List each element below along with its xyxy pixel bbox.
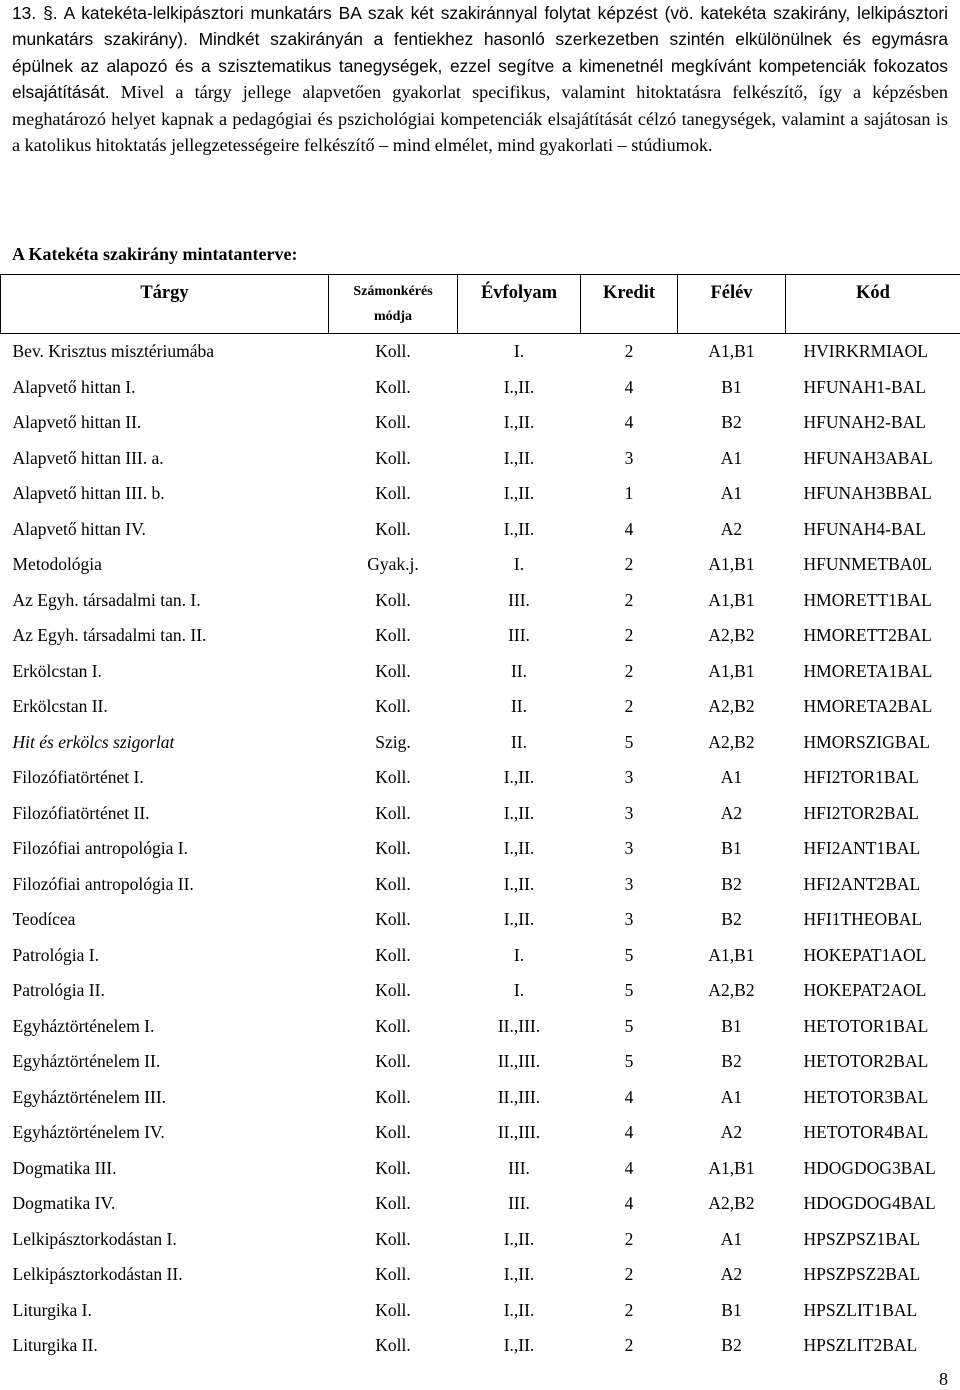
credit-cell: 1 (624, 483, 634, 504)
table-row (1, 583, 960, 619)
semester-cell: B2 (721, 412, 742, 433)
course-name-cell: Egyháztörténelem II. (12, 1051, 161, 1072)
course-code-cell: HFUNAH3ABAL (803, 447, 933, 468)
course-code-cell: HOKEPAT2AOL (803, 980, 927, 1001)
year-cell: I. (513, 980, 525, 1001)
course-code-cell: HETOTOR4BAL (803, 1122, 929, 1143)
year-cell: I.,II. (503, 483, 535, 504)
table-row (1, 1186, 960, 1222)
assessment-type-cell: Koll. (375, 1264, 411, 1285)
course-code-cell: HFUNMETBA0L (803, 554, 932, 575)
table-row (1, 370, 960, 406)
assessment-type-cell: Koll. (375, 1335, 411, 1356)
table-row (1, 334, 960, 370)
course-code-cell: HPSZPSZ2BAL (803, 1264, 921, 1285)
credit-cell: 2 (624, 341, 634, 362)
intro-paragraph (12, 0, 948, 158)
course-code-cell: HPSZPSZ1BAL (803, 1228, 921, 1249)
course-name-cell: Dogmatika IV. (12, 1193, 116, 1214)
assessment-type-cell: Koll. (375, 483, 411, 504)
semester-cell: A2 (720, 802, 743, 823)
table-row (1, 1044, 960, 1080)
semester-cell: A1,B1 (708, 660, 755, 681)
course-name-cell: Filozófiatörténet I. (12, 767, 144, 788)
course-code-cell: HDOGDOG3BAL (803, 1157, 936, 1178)
course-code-cell: HFI2ANT2BAL (803, 873, 921, 894)
course-code-cell: HOKEPAT1AOL (803, 944, 927, 965)
table-row (1, 796, 960, 832)
credit-cell: 4 (624, 1157, 634, 1178)
header-felev: Félév (678, 275, 786, 334)
assessment-type-cell: Koll. (375, 625, 411, 646)
course-name-cell: Az Egyh. társadalmi tan. II. (12, 625, 207, 646)
table-row (1, 1115, 960, 1151)
credit-cell: 3 (624, 873, 634, 894)
credit-cell: 2 (624, 1335, 634, 1356)
year-cell: I.,II. (503, 767, 535, 788)
assessment-type-cell: Koll. (375, 802, 411, 823)
assessment-type-cell: Koll. (375, 696, 411, 717)
course-code-cell: HPSZLIT2BAL (803, 1335, 918, 1356)
table-row (1, 973, 960, 1009)
semester-cell: A2 (720, 1264, 743, 1285)
year-cell: I.,II. (503, 1335, 535, 1356)
semester-cell: A1 (720, 1086, 743, 1107)
assessment-type-cell: Koll. (375, 589, 411, 610)
header-kredit: Kredit (581, 275, 678, 334)
course-code-cell: HFUNAH1-BAL (803, 376, 926, 397)
year-cell: II. (510, 660, 528, 681)
intro-text-sans: 13. §. A katekéta-lelkipásztori munkatárs BA szak két szakiránnyal folytat képzést (vö. katekéta szakirány, lelkipásztori munkatárs szakirány). Mindkét szakirányán a fentiekhez hasonló szerkezetben szintén elkülönülnek és egymásra épülnek az alapozó és a szisztematikus tanegységek, ezzel segítve a kimenetnél megkívánt kompetenciák fokozatos elsajátítását. (12, 3, 948, 103)
course-code-cell: HFI1THEOBAL (803, 909, 923, 930)
year-cell: III. (508, 589, 530, 610)
course-name-cell: Erkölcstan I. (12, 660, 102, 681)
course-name-cell: Egyháztörténelem I. (12, 1015, 155, 1036)
year-cell: I.,II. (503, 838, 535, 859)
assessment-type-cell: Koll. (375, 412, 411, 433)
credit-cell: 2 (624, 696, 634, 717)
semester-cell: A2,B2 (708, 1193, 755, 1214)
year-cell: I.,II. (503, 873, 535, 894)
semester-cell: A1,B1 (708, 589, 755, 610)
year-cell: I. (513, 341, 525, 362)
table-row (1, 867, 960, 903)
credit-cell: 2 (624, 1228, 634, 1249)
course-code-cell: HPSZLIT1BAL (803, 1299, 918, 1320)
course-name-cell: Liturgika II. (12, 1335, 98, 1356)
assessment-type-cell: Koll. (375, 518, 411, 539)
credit-cell: 3 (624, 767, 634, 788)
assessment-type-cell: Koll. (375, 980, 411, 1001)
course-name-cell: Liturgika I. (12, 1299, 92, 1320)
table-row (1, 547, 960, 583)
course-name-cell: Patrológia I. (12, 944, 100, 965)
assessment-type-cell: Gyak.j. (367, 554, 419, 575)
course-code-cell: HFUNAH4-BAL (803, 518, 926, 539)
course-name-cell: Filozófiai antropológia II. (12, 873, 194, 894)
assessment-type-cell: Koll. (375, 944, 411, 965)
course-name-cell: Alapvető hittan III. a. (12, 447, 164, 468)
year-cell: I.,II. (503, 909, 535, 930)
assessment-type-cell: Koll. (375, 1086, 411, 1107)
year-cell: III. (508, 1157, 530, 1178)
credit-cell: 5 (624, 731, 634, 752)
credit-cell: 4 (624, 412, 634, 433)
course-name-cell: Filozófiai antropológia I. (12, 838, 188, 859)
year-cell: II.,III. (497, 1122, 541, 1143)
year-cell: II.,III. (497, 1015, 541, 1036)
year-cell: III. (508, 1193, 530, 1214)
table-header-row (1, 275, 960, 334)
course-name-cell: Lelkipásztorkodástan I. (12, 1228, 177, 1249)
semester-cell: A1,B1 (708, 944, 755, 965)
table-row (1, 1151, 960, 1187)
credit-cell: 5 (624, 1015, 634, 1036)
table-row (1, 1009, 960, 1045)
assessment-type-cell: Koll. (375, 376, 411, 397)
semester-cell: A1,B1 (708, 1157, 755, 1178)
course-code-cell: HFUNAH2-BAL (803, 412, 926, 433)
table-body (1, 334, 960, 1364)
assessment-type-cell: Koll. (375, 767, 411, 788)
header-kod: Kód (786, 275, 960, 334)
table-row (1, 1328, 960, 1364)
year-cell: I.,II. (503, 518, 535, 539)
semester-cell: A1 (720, 483, 743, 504)
table-row (1, 760, 960, 796)
course-code-cell: HVIRKRMIAOL (803, 341, 928, 362)
credit-cell: 4 (624, 376, 634, 397)
semester-cell: A1,B1 (708, 341, 755, 362)
year-cell: II.,III. (497, 1086, 541, 1107)
year-cell: I. (513, 944, 525, 965)
course-code-cell: HFUNAH3BBAL (803, 483, 932, 504)
credit-cell: 3 (624, 909, 634, 930)
course-code-cell: HMORETA2BAL (803, 696, 933, 717)
credit-cell: 4 (624, 1086, 634, 1107)
header-evfolyam: Évfolyam (458, 275, 581, 334)
semester-cell: A2 (720, 1122, 743, 1143)
credit-cell: 2 (624, 625, 634, 646)
semester-cell: A2,B2 (708, 625, 755, 646)
assessment-type-cell: Koll. (375, 1122, 411, 1143)
year-cell: I.,II. (503, 802, 535, 823)
semester-cell: A2,B2 (708, 731, 755, 752)
course-name-cell: Dogmatika III. (12, 1157, 117, 1178)
page-number: 8 (939, 1369, 948, 1389)
course-name-cell: Alapvető hittan II. (12, 412, 142, 433)
course-code-cell: HFI2TOR2BAL (803, 802, 919, 823)
credit-cell: 4 (624, 1122, 634, 1143)
assessment-type-cell: Szig. (375, 731, 411, 752)
table-row (1, 902, 960, 938)
table-row (1, 441, 960, 477)
table-row (1, 1293, 960, 1329)
semester-cell: B1 (721, 1015, 742, 1036)
course-name-cell: Erkölcstan II. (12, 696, 108, 717)
semester-cell: B2 (721, 873, 742, 894)
course-name-cell: Az Egyh. társadalmi tan. I. (12, 589, 201, 610)
course-code-cell: HFI2TOR1BAL (803, 767, 919, 788)
course-code-cell: HMORETA1BAL (803, 660, 933, 681)
year-cell: II.,III. (497, 1051, 541, 1072)
semester-cell: B2 (721, 909, 742, 930)
credit-cell: 5 (624, 1051, 634, 1072)
course-code-cell: HMORETT2BAL (803, 625, 932, 646)
table-row (1, 1222, 960, 1258)
course-name-cell: Metodológia (12, 554, 102, 575)
course-code-cell: HFI2ANT1BAL (803, 838, 921, 859)
semester-cell: A1 (720, 767, 743, 788)
course-code-cell: HETOTOR2BAL (803, 1051, 929, 1072)
course-name-cell: Egyháztörténelem IV. (12, 1122, 165, 1143)
year-cell: II. (510, 731, 528, 752)
year-cell: II. (510, 696, 528, 717)
semester-cell: B1 (721, 838, 742, 859)
assessment-type-cell: Koll. (375, 873, 411, 894)
course-code-cell: HMORSZIGBAL (803, 731, 930, 752)
course-name-cell: Alapvető hittan I. (12, 376, 136, 397)
assessment-type-cell: Koll. (375, 838, 411, 859)
year-cell: I.,II. (503, 1228, 535, 1249)
credit-cell: 3 (624, 802, 634, 823)
semester-cell: B1 (721, 376, 742, 397)
year-cell: I. (513, 554, 525, 575)
intro-text-serif: Mivel a tárgy jellege alapvetően gyakorlat specifikus, valamint hitoktatásra felkészítő, így a képzésben meghatározó helyet kapnak a pedagógiai és pszichológiai kompetenciák elsajátítását célzó tanegységek, valamint a sajátosan is a katolikus hitoktatás jellegzetességeire felkészítő – mind elmélet, mind gyakorlati – stúdiumok. (12, 82, 948, 156)
assessment-type-cell: Koll. (375, 1157, 411, 1178)
credit-cell: 2 (624, 1299, 634, 1320)
course-name-cell: Teodícea (12, 909, 76, 930)
course-code-cell: HMORETT1BAL (803, 589, 932, 610)
course-name-cell: Alapvető hittan III. b. (12, 483, 165, 504)
assessment-type-cell: Koll. (375, 341, 411, 362)
table-row (1, 476, 960, 512)
credit-cell: 4 (624, 518, 634, 539)
credit-cell: 5 (624, 944, 634, 965)
course-name-cell: Hit és erkölcs szigorlat (12, 731, 175, 752)
year-cell: I.,II. (503, 412, 535, 433)
year-cell: I.,II. (503, 1299, 535, 1320)
header-szamonkeres: Számonkérés módja (329, 275, 458, 334)
assessment-type-cell: Koll. (375, 1228, 411, 1249)
credit-cell: 3 (624, 447, 634, 468)
header-targy: Tárgy (1, 275, 329, 334)
assessment-type-cell: Koll. (375, 1193, 411, 1214)
semester-cell: B2 (721, 1051, 742, 1072)
table-row (1, 831, 960, 867)
credit-cell: 4 (624, 1193, 634, 1214)
course-code-cell: HETOTOR1BAL (803, 1015, 929, 1036)
assessment-type-cell: Koll. (375, 909, 411, 930)
course-name-cell: Bev. Krisztus misztériumába (12, 341, 215, 362)
semester-cell: B1 (721, 1299, 742, 1320)
section-title: A Katekéta szakirány mintatanterve: (12, 244, 298, 264)
table-row (1, 512, 960, 548)
year-cell: I.,II. (503, 1264, 535, 1285)
assessment-type-cell: Koll. (375, 1015, 411, 1036)
table-row (1, 725, 960, 761)
year-cell: I.,II. (503, 447, 535, 468)
semester-cell: A1 (720, 1228, 743, 1249)
credit-cell: 2 (624, 1264, 634, 1285)
credit-cell: 2 (624, 554, 634, 575)
credit-cell: 2 (624, 589, 634, 610)
curriculum-table (0, 274, 960, 1364)
credit-cell: 5 (624, 980, 634, 1001)
semester-cell: A2,B2 (708, 980, 755, 1001)
course-name-cell: Alapvető hittan IV. (12, 518, 146, 539)
semester-cell: B2 (721, 1335, 742, 1356)
semester-cell: A2,B2 (708, 696, 755, 717)
semester-cell: A1,B1 (708, 554, 755, 575)
course-name-cell: Patrológia II. (12, 980, 105, 1001)
assessment-type-cell: Koll. (375, 660, 411, 681)
credit-cell: 2 (624, 660, 634, 681)
year-cell: III. (508, 625, 530, 646)
course-code-cell: HETOTOR3BAL (803, 1086, 929, 1107)
semester-cell: A1 (720, 447, 743, 468)
assessment-type-cell: Koll. (375, 447, 411, 468)
assessment-type-cell: Koll. (375, 1051, 411, 1072)
credit-cell: 3 (624, 838, 634, 859)
table-row (1, 618, 960, 654)
table-row (1, 1257, 960, 1293)
course-name-cell: Filozófiatörténet II. (12, 802, 150, 823)
table-row (1, 654, 960, 690)
semester-cell: A2 (720, 518, 743, 539)
table-row (1, 1080, 960, 1116)
assessment-type-cell: Koll. (375, 1299, 411, 1320)
table-row (1, 405, 960, 441)
year-cell: I.,II. (503, 376, 535, 397)
course-code-cell: HDOGDOG4BAL (803, 1193, 936, 1214)
course-name-cell: Lelkipásztorkodástan II. (12, 1264, 183, 1285)
table-row (1, 938, 960, 974)
table-row (1, 689, 960, 725)
course-name-cell: Egyháztörténelem III. (12, 1086, 167, 1107)
